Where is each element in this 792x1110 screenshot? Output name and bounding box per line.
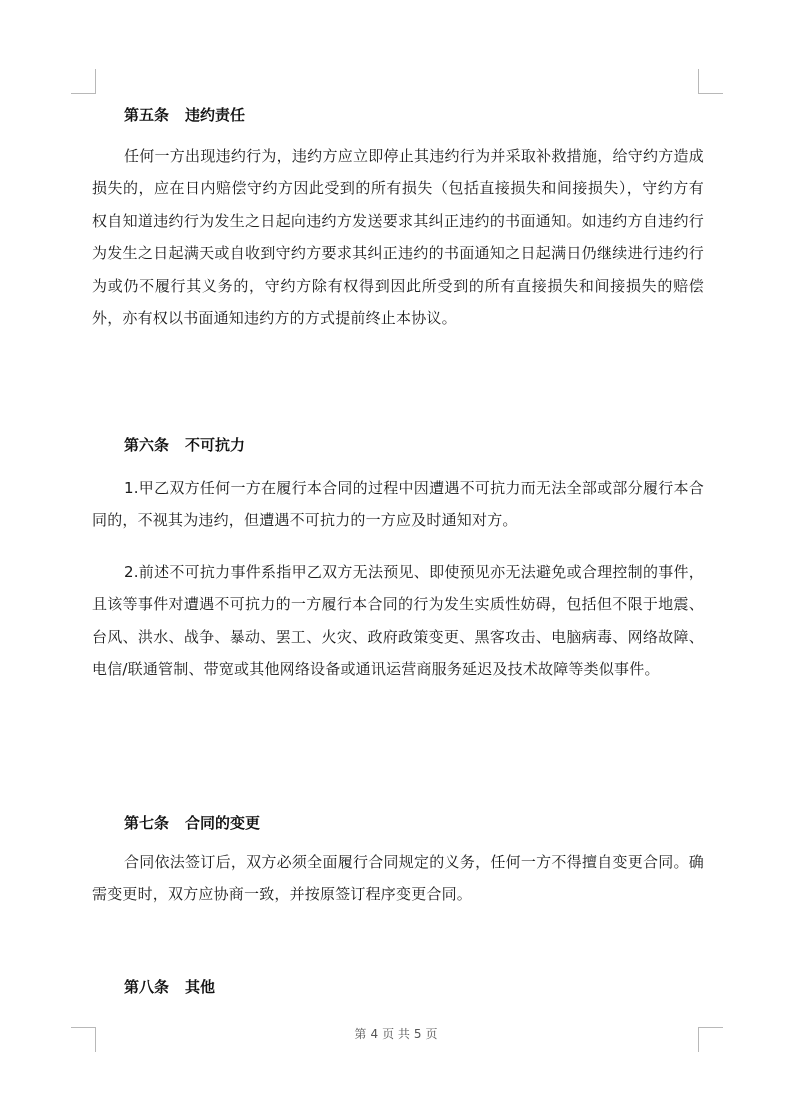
article-6-number: 第六条 [124,436,170,454]
article-7-number: 第七条 [124,814,170,832]
article-6-paragraph-1: 1.甲乙双方任何一方在履行本合同的过程中因遭遇不可抗力而无法全部或部分履行本合同的，不视其为违约，但遭遇不可抗力的一方应及时通知对方。 [92,479,704,530]
article-7-paragraph-1: 合同依法签订后，双方必须全面履行合同规定的义务，任何一方不得擅自变更合同。确需变更时，双方应协商一致，并按原签订程序变更合同。 [92,853,704,904]
article-8-heading [124,972,215,1002]
article-6-heading [124,430,245,460]
page-corner-mark-top-right [698,69,723,94]
page-footer [0,1025,792,1042]
footer-suffix: 页 [425,1027,438,1041]
footer-page-number: 4 [370,1027,379,1041]
article-8-number: 第八条 [124,978,170,996]
article-5-heading [124,100,245,130]
article-5-title: 违约责任 [185,106,246,124]
article-6-paragraph-2: 2.前述不可抗力事件系指甲乙双方无法预见、即使预见亦无法避免或合理控制的事件，且该等事件对遭遇不可抗力的一方履行本合同的行为发生实质性妨碍，包括但不限于地震、台风、洪水、战争、暴动、罢工、火灾、政府政策变更、黑客攻击、电脑病毒、网络故障、电信/联通管制、带宽或其他网络设备或通讯运营商服务延迟及技术故障等类似事件。 [92,563,704,679]
article-6-title: 不可抗力 [185,436,246,454]
footer-total-pages: 5 [413,1027,422,1041]
article-7-title: 合同的变更 [185,814,261,832]
footer-middle: 页 共 [382,1027,410,1041]
page-corner-mark-top-left [71,69,96,94]
footer-prefix: 第 [354,1027,367,1041]
article-8-title: 其他 [185,978,216,996]
article-5-paragraph-1: 任何一方出现违约行为，违约方应立即停止其违约行为并采取补救措施，给守约方造成损失的，应在日内赔偿守约方因此受到的所有损失（包括直接损失和间接损失），守约方有权自知道违约行为发生之日起向违约方发送要求其纠正违约的书面通知。如违约方自违约行为发生之日起满天或自收到守约方要求其纠正违约的书面通知之日起满日仍继续进行违约行为或仍不履行其义务的，守约方除有权得到因此所受到的所有直接损失和间接损失的赔偿外，亦有权以书面通知违约方的方式提前终止本协议。 [92,147,704,328]
article-7-heading [124,808,260,838]
article-5-number: 第五条 [124,106,170,124]
